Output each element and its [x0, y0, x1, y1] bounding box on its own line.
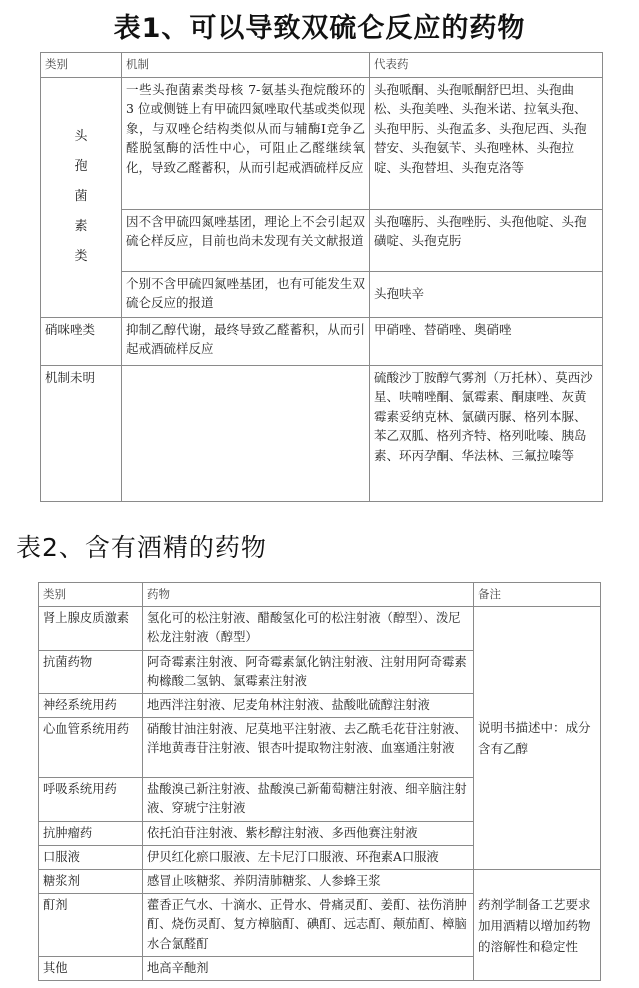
table-header-row: [39, 583, 601, 607]
category-cephalosporin-text: 头孢菌素类: [74, 129, 88, 264]
mechanism-cell: [122, 365, 370, 501]
drugs-cell: 氢化可的松注射液、醋酸氢化可的松注射液（醇型）、泼尼松龙注射液（醇型）: [143, 607, 474, 650]
drugs-cell: 藿香正气水、十滴水、正骨水、骨痛灵酊、姜酊、祛伤消肿酊、烧伤灵酊、复方樟脑酊、碘酊、远志酊、颠茄酊、樟脑水合氯醛酊: [143, 894, 474, 957]
drugs-cell: 伊贝红化瘀口服液、左卡尼汀口服液、环孢素A口服液: [143, 845, 474, 869]
table-drugs-disulfiram: [40, 52, 603, 502]
header-category: 类别: [39, 583, 143, 607]
category-cell: 肾上腺皮质激素: [39, 607, 143, 650]
category-cell: 抗肿瘤药: [39, 821, 143, 845]
drugs-cell: 硝酸甘油注射液、尼莫地平注射液、去乙酰毛花苷注射液、洋地黄毒苷注射液、银杏叶提取物注射液、血塞通注射液: [143, 718, 474, 778]
drugs-cell: 盐酸溴己新注射液、盐酸溴己新葡萄糖注射液、细辛脑注射液、穿琥宁注射液: [143, 778, 474, 821]
category-cell: 心血管系统用药: [39, 718, 143, 778]
category-cell: 其他: [39, 956, 143, 980]
drugs-cell: 头孢呋辛: [370, 271, 603, 317]
drugs-cell: 依托泊苷注射液、紫杉醇注射液、多西他赛注射液: [143, 821, 474, 845]
mechanism-cell: 抑制乙醇代谢，最终导致乙醛蓄积，从而引起戒酒硫样反应: [122, 317, 370, 365]
table-row: [41, 209, 603, 271]
category-cell: 抗菌药物: [39, 650, 143, 693]
table1-title: 表1、可以导致双硫仑反应的药物: [113, 13, 526, 44]
drugs-cell: 地西泮注射液、尼麦角林注射液、盐酸吡硫醇注射液: [143, 694, 474, 718]
drugs-cell: 感冒止咳糖浆、养阴清肺糖浆、人参蜂王浆: [143, 870, 474, 894]
header-drugs: 代表药: [370, 53, 603, 78]
header-drugs: 药物: [143, 583, 474, 607]
drugs-cell: 硫酸沙丁胺醇气雾剂（万托林）、莫西沙星、呋喃唑酮、氯霉素、酮康唑、灰黄霉素妥纳克林、氯磺丙脲、格列本脲、苯乙双胍、格列齐特、格列吡嗪、胰岛素、环丙孕酮、华法林、三氟拉嗪等: [370, 365, 603, 501]
category-cell: 糖浆剂: [39, 870, 143, 894]
mechanism-cell: 一些头孢菌素类母核 7-氨基头孢烷酸环的 3 位或侧链上有甲硫四氮唑取代基或类似现象，与双唑仑结构类似从而与辅酶Ⅰ竞争乙醛脱氢酶的活性中心，可阻止乙醛继续氧化，导致乙醛蓄积，从而引起戒酒硫样反应: [122, 77, 370, 209]
table-row: [41, 271, 603, 317]
category-cell: 神经系统用药: [39, 694, 143, 718]
table-header-row: [41, 53, 603, 78]
table-row: [41, 365, 603, 501]
category-cell: 酊剂: [39, 894, 143, 957]
table-drugs-alcohol: [38, 582, 601, 981]
category-cell: 呼吸系统用药: [39, 778, 143, 821]
header-notes: 备注: [474, 583, 601, 607]
table2-title: 表2、含有酒精的药物: [16, 533, 267, 562]
drugs-cell: 甲硝唑、替硝唑、奥硝唑: [370, 317, 603, 365]
note-cell-ethanol: 说明书描述中：成分含有乙醇: [474, 607, 601, 870]
table-row: [39, 870, 601, 894]
drugs-cell: 地高辛酏剂: [143, 956, 474, 980]
header-category: 类别: [41, 53, 122, 78]
category-cell: 口服液: [39, 845, 143, 869]
note-cell-pharmaceutics: 药剂学制备工艺要求加用酒精以增加药物的溶解性和稳定性: [474, 870, 601, 981]
table-row: [41, 317, 603, 365]
category-cell: 机制未明: [41, 365, 122, 501]
table-row: [39, 607, 601, 650]
header-mechanism: 机制: [122, 53, 370, 78]
drugs-cell: 阿奇霉素注射液、阿奇霉素氯化钠注射液、注射用阿奇霉素枸橼酸二氢钠、氯霉素注射液: [143, 650, 474, 693]
table-row: [41, 77, 603, 209]
mechanism-cell: 因不含甲硫四氮唑基团，理论上不会引起双硫仑样反应，目前也尚未发现有关文献报道: [122, 209, 370, 271]
drugs-cell: 头孢哌酮、头孢哌酮舒巴坦、头孢曲松、头孢美唑、头孢米诺、拉氧头孢、头孢甲肟、头孢孟多、头孢尼西、头孢替安、头孢氨苄、头孢唑林、头孢拉啶、头孢替坦、头孢克洛等: [370, 77, 603, 209]
drugs-cell: 头孢噻肟、头孢唑肟、头孢他啶、头孢磺啶、头孢克肟: [370, 209, 603, 271]
mechanism-cell: 个别不含甲硫四氮唑基团，也有可能发生双硫仑反应的报道: [122, 271, 370, 317]
category-cephalosporin: [41, 77, 122, 317]
category-cell: 硝咪唑类: [41, 317, 122, 365]
